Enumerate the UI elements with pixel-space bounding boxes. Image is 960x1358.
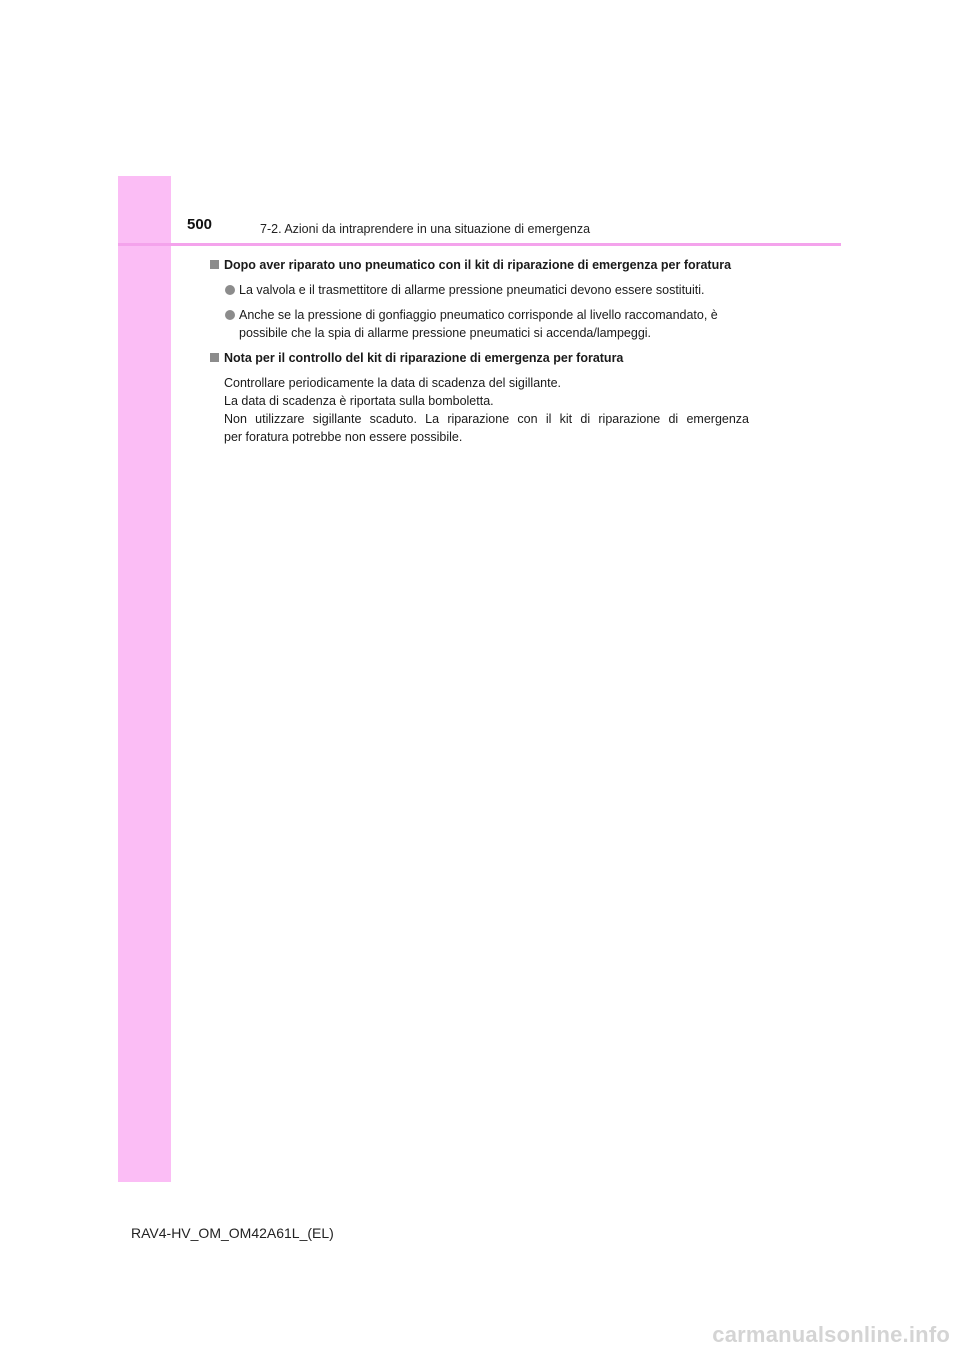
bullet-item [209, 306, 749, 342]
watermark: carmanualsonline.info [712, 1322, 950, 1347]
bullet-item [209, 281, 749, 299]
section-heading [209, 256, 749, 274]
note-paragraph [209, 374, 749, 446]
pink-sidebar-tab [118, 176, 171, 1182]
bullet-text: La valvola e il trasmettitore di allarme pressione pneumatici devono essere sostituiti. [239, 283, 705, 297]
section-heading [209, 349, 749, 367]
paragraph-line: per foratura potrebbe non essere possibile. [224, 430, 463, 444]
document-code: RAV4-HV_OM_OM42A61L_(EL) [131, 1225, 334, 1241]
bullet-text: Anche se la pressione di gonfiaggio pneumatico corrisponde al livello raccomandato, è possibile che la spia di allarme pressione pneumatici si accenda/lampeggi. [239, 308, 718, 340]
paragraph-line: Controllare periodicamente la data di scadenza del sigillante. [224, 376, 562, 390]
paragraph-line: Non utilizzare sigillante scaduto. La riparazione con il kit di riparazione di emergenza [224, 412, 749, 426]
heading-text: Nota per il controllo del kit di riparazione di emergenza per foratura [224, 351, 624, 365]
page-content [209, 256, 749, 446]
heading-text: Dopo aver riparato uno pneumatico con il kit di riparazione di emergenza per foratura [224, 258, 732, 272]
square-bullet-icon [210, 353, 219, 362]
round-bullet-icon [225, 285, 235, 295]
round-bullet-icon [225, 310, 235, 320]
square-bullet-icon [210, 260, 219, 269]
page-number: 500 [187, 216, 213, 233]
header-rule [118, 243, 841, 246]
section-title: 7-2. Azioni da intraprendere in una situazione di emergenza [260, 222, 591, 236]
paragraph-line: La data di scadenza è riportata sulla bomboletta. [224, 394, 494, 408]
